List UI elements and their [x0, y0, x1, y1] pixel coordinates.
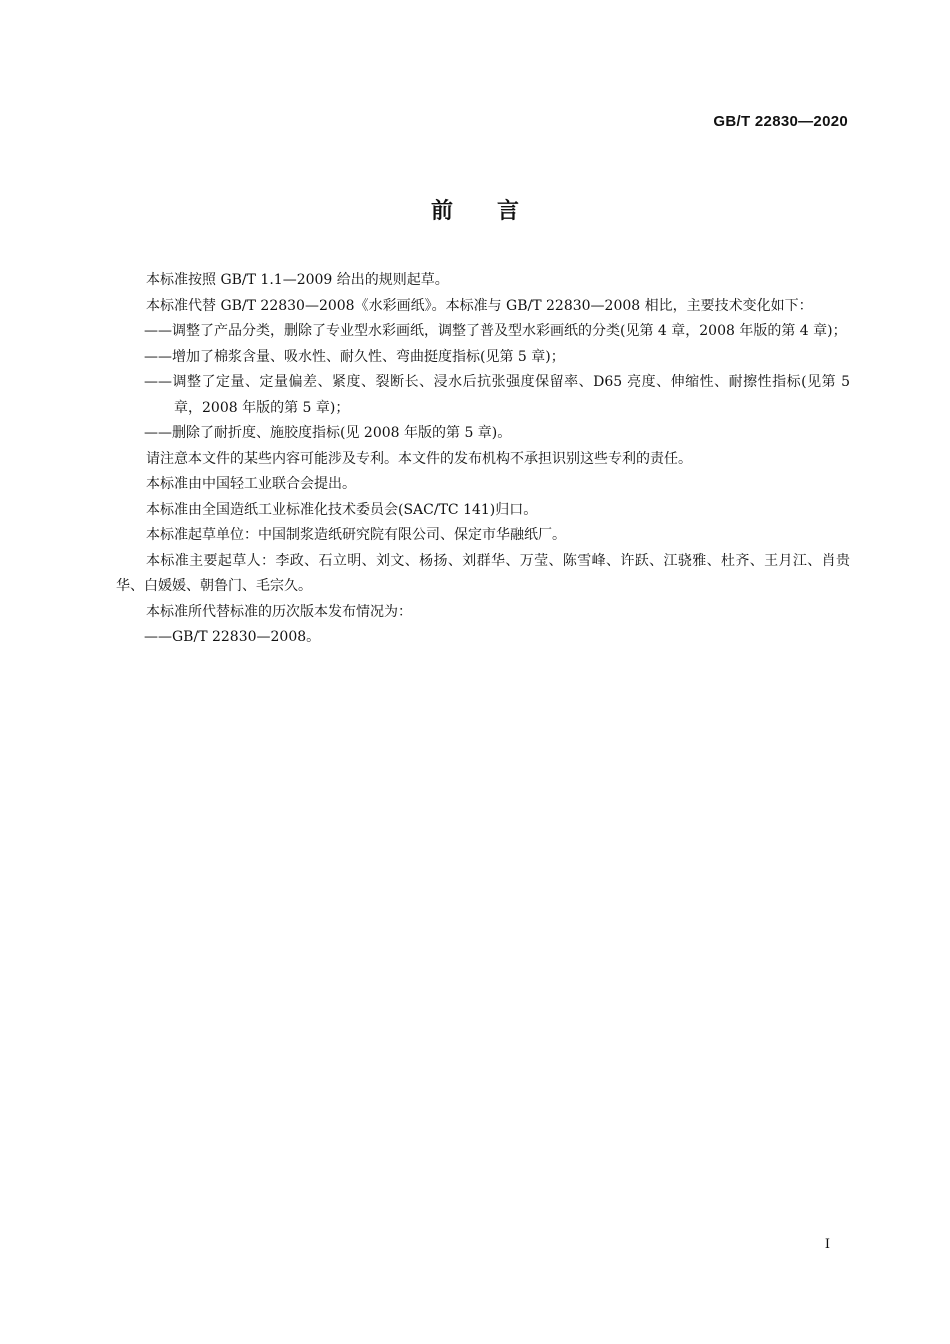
paragraph-history: 本标准所代替标准的历次版本发布情况为： [146, 603, 412, 620]
paragraph-drafting-rules: 本标准按照 GB/T 1.1—2009 给出的规则起草。 [146, 272, 449, 288]
list-item-change-1: ——调整了产品分类，删除了专业型水彩画纸，调整了普及型水彩画纸的分类(见第 4 章，2008 年版的第 4 章)； [144, 323, 847, 339]
page-number: I [824, 1237, 830, 1252]
list-item-change-4: ——删除了耐折度、施胶度指标(见 2008 年版的第 5 章)。 [144, 425, 512, 441]
list-item-change-3: ——调整了定量、定量偏差、紧度、裂断长、浸水后抗张强度保留率、D65 亮度、伸缩性、耐擦性指标(见第 5 章，2008 年版的第 5 章)； [144, 374, 850, 416]
paragraph-centralized-by: 本标准由全国造纸工业标准化技术委员会(SAC/TC 141)归口。 [146, 501, 538, 518]
page-title: 前言 [430, 199, 563, 224]
paragraph-drafters: 本标准主要起草人：李政、石立明、刘文、杨扬、刘群华、万莹、陈雪峰、许跃、江骁雅、杜齐、王月江、肖贵华、白媛媛、朝鲁门、毛宗久。 [116, 552, 850, 594]
preface-body [116, 268, 850, 651]
paragraph-replaces: 本标准代替 GB/T 22830—2008《水彩画纸》。本标准与 GB/T 22830—2008 相比，主要技术变化如下： [146, 297, 813, 314]
list-item-change-2: ——增加了棉浆含量、吸水性、耐久性、弯曲挺度指标(见第 5 章)； [144, 348, 565, 365]
paragraph-drafting-units: 本标准起草单位：中国制浆造纸研究院有限公司、保定市华融纸厂。 [146, 527, 566, 543]
standard-code: GB/T 22830—2020 [713, 113, 848, 130]
paragraph-patent-notice: 请注意本文件的某些内容可能涉及专利。本文件的发布机构不承担识别这些专利的责任。 [146, 450, 692, 467]
paragraph-proposed-by: 本标准由中国轻工业联合会提出。 [146, 476, 356, 492]
list-item-history-1: ——GB/T 22830—2008。 [144, 629, 321, 645]
